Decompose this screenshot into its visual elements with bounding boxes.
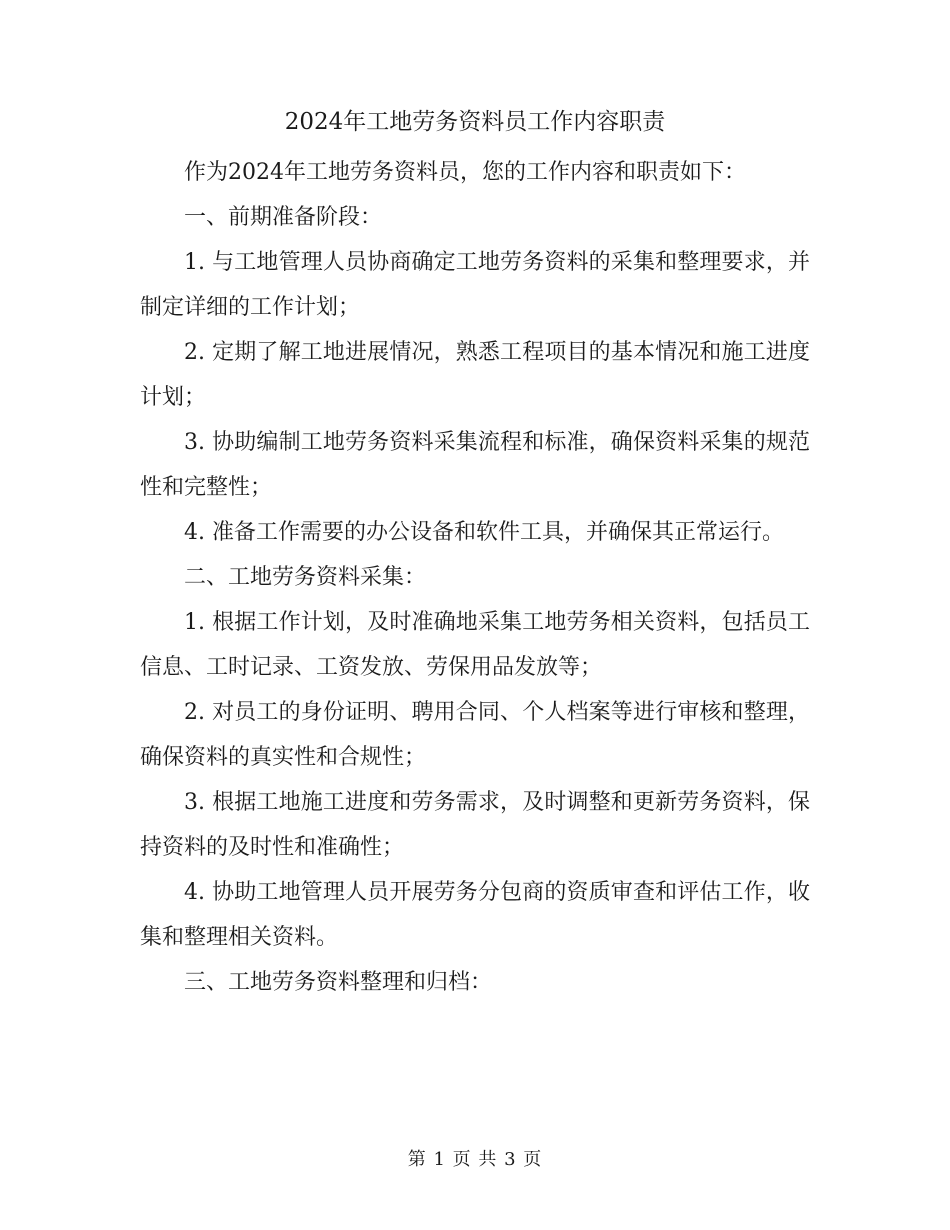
- paragraph-item: 2. 定期了解工地进展情况，熟悉工程项目的基本情况和施工进度计划；: [140, 340, 810, 410]
- section-heading-archiving: 三、工地劳务资料整理和归档：: [184, 970, 493, 995]
- paragraph-item: 4. 准备工作需要的办公设备和软件工具，并确保其正常运行。: [184, 520, 784, 545]
- section-heading-preparation: 一、前期准备阶段：: [184, 205, 383, 230]
- document-title: 2024年工地劳务资料员工作内容职责: [284, 109, 666, 135]
- document-body: [140, 150, 810, 1005]
- paragraph-item: 1. 与工地管理人员协商确定工地劳务资料的采集和整理要求，并制定详细的工作计划；: [140, 250, 810, 320]
- paragraph-item: 4. 协助工地管理人员开展劳务分包商的资质审查和评估工作，收集和整理相关资料。: [140, 880, 810, 950]
- paragraph-item: 2. 对员工的身份证明、聘用合同、个人档案等进行审核和整理，确保资料的真实性和合规性；: [140, 700, 810, 770]
- paragraph-item: 3. 根据工地施工进度和劳务需求，及时调整和更新劳务资料，保持资料的及时性和准确性；: [140, 790, 810, 860]
- section-heading-collection: 二、工地劳务资料采集：: [184, 565, 427, 590]
- paragraph-intro: 作为2024年工地劳务资料员，您的工作内容和职责如下：: [184, 160, 746, 185]
- paragraph-item: 3. 协助编制工地劳务资料采集流程和标准，确保资料采集的规范性和完整性；: [140, 430, 810, 500]
- page-footer: 第 1 页 共 3 页: [407, 1149, 543, 1170]
- paragraph-item: 1. 根据工作计划，及时准确地采集工地劳务相关资料，包括员工信息、工时记录、工资发放、劳保用品发放等；: [140, 610, 810, 680]
